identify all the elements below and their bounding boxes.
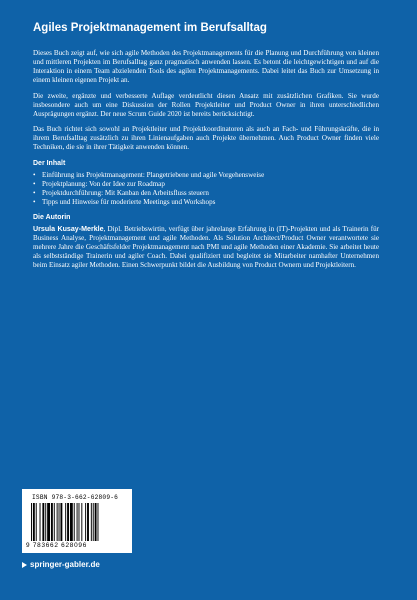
list-item-text: Tipps und Hinweise für moderierte Meetings und Workshops xyxy=(42,197,216,206)
barcode-bar xyxy=(74,503,75,541)
barcode-bar xyxy=(45,503,46,541)
barcode-bar xyxy=(59,503,60,541)
list-item-text: Projektdurchführung: Mit Kanban den Arbeitsfluss steuern xyxy=(42,188,209,197)
author-bio xyxy=(33,225,379,271)
contents-heading: Der Inhalt xyxy=(33,159,66,167)
author-bio-text: , Dipl. Betriebswirtin, verfügt über jahrelange Erfahrung in (IT)-Projekten und als Trainerin für Business Analyse, Projektmanagement und agile Methoden. Als Solution Architect/Product Owner verantwortete sie mehrere Jahre die Geschäftsfelder Projektmanagement nach PMI und agile Methoden einer Akademie. Sie arbeitet heute als selbstständige Trainerin und agiler Coach. Dabei qualifiziert und begleitet sie Mitarbeiter namhafter Unternehmen beim Einsatz agiler Methoden. Einen Schwerpunkt bildet die Ausbildung von Product Ownern und Projektleitern. xyxy=(33,224,379,270)
barcode-bar xyxy=(42,503,44,541)
barcode-bar xyxy=(70,503,73,541)
barcode-bars xyxy=(31,503,125,541)
barcode-bar xyxy=(36,503,37,541)
barcode-bar xyxy=(79,503,80,541)
barcode-bar xyxy=(47,503,50,541)
bullet-icon: • xyxy=(33,188,36,197)
isbn-label: ISBN 978-3-662-62809-6 xyxy=(32,494,119,501)
description-paragraph-3: Das Buch richtet sich sowohl an Projektleiter und Projektkoordinatoren als auch an Fach- und Führungskräfte, die in ihrem Berufsalltag zusätzlich zu ihren Linienaufgaben auch Projekte übernehmen. Auch Product Owner finden viele Techniken, die sie in ihrer Tätigkeit anwenden können. xyxy=(33,125,379,152)
author-name: Ursula Kusay-Merkle xyxy=(33,224,104,233)
bullet-icon: • xyxy=(33,170,36,179)
list-item xyxy=(33,171,379,180)
barcode-bar xyxy=(67,503,69,541)
description-paragraph-1: Dieses Buch zeigt auf, wie sich agile Methoden des Projektmanagements für die Planung und Durchführung von kleinen und mittleren Projekten im Berufsalltag ganz pragmatisch anwenden lassen. Es betont die leichtgewichtigen und auf die Interaktion in einem Team abzielenden Tools des agilen Projektmanagements. Dabei leitet das Buch zur Umsetzung in einem kleinen eigenen Projekt an. xyxy=(33,49,379,85)
barcode-bar xyxy=(87,503,89,541)
barcode-bar xyxy=(77,503,78,541)
barcode-bar xyxy=(57,503,58,541)
list-item xyxy=(33,198,379,207)
list-item-text: Einführung ins Projektmanagement: Plangetriebene und agile Vorgehensweise xyxy=(42,170,265,179)
barcode-bar xyxy=(65,503,66,541)
barcode-bar xyxy=(51,503,53,541)
list-item-text: Projektplanung: Von der Idee zur Roadmap xyxy=(42,179,165,188)
book-title: Agiles Projektmanagement im Berufsalltag xyxy=(33,22,267,34)
barcode-bar xyxy=(95,503,97,541)
barcode-bar xyxy=(40,503,41,541)
barcode-bar xyxy=(91,503,92,541)
barcode-bar xyxy=(81,503,82,541)
barcode xyxy=(22,489,132,553)
barcode-bar xyxy=(54,503,55,541)
list-item xyxy=(33,180,379,189)
arrow-right-icon xyxy=(22,562,27,568)
contents-list xyxy=(33,171,379,207)
bullet-icon: • xyxy=(33,197,36,206)
website-link[interactable] xyxy=(22,560,100,569)
barcode-bar xyxy=(85,503,86,541)
barcode-bar xyxy=(33,503,35,541)
description-paragraph-2: Die zweite, ergänzte und verbesserte Auflage verdeutlicht diesen Ansatz mit zusätzlichen Grafiken. Sie wurde insbesondere auch um eine Diskussion der Rollen Projektleiter und Product Owner in ihren unterschiedlichen Ausprägungen ergänzt. Der neue Scrum Guide 2020 ist bereits berücksichtigt. xyxy=(33,91,379,118)
bullet-icon: • xyxy=(33,179,36,188)
website-url: springer-gabler.de xyxy=(30,560,100,569)
cover-text xyxy=(33,22,379,277)
barcode-bar xyxy=(31,503,32,541)
author-heading: Die Autorin xyxy=(33,213,71,221)
barcode-bar xyxy=(98,503,99,541)
barcode-bar xyxy=(60,503,62,541)
barcode-digits: 9 783662 628096 xyxy=(26,542,88,549)
barcode-bar xyxy=(93,503,94,541)
list-item xyxy=(33,189,379,198)
